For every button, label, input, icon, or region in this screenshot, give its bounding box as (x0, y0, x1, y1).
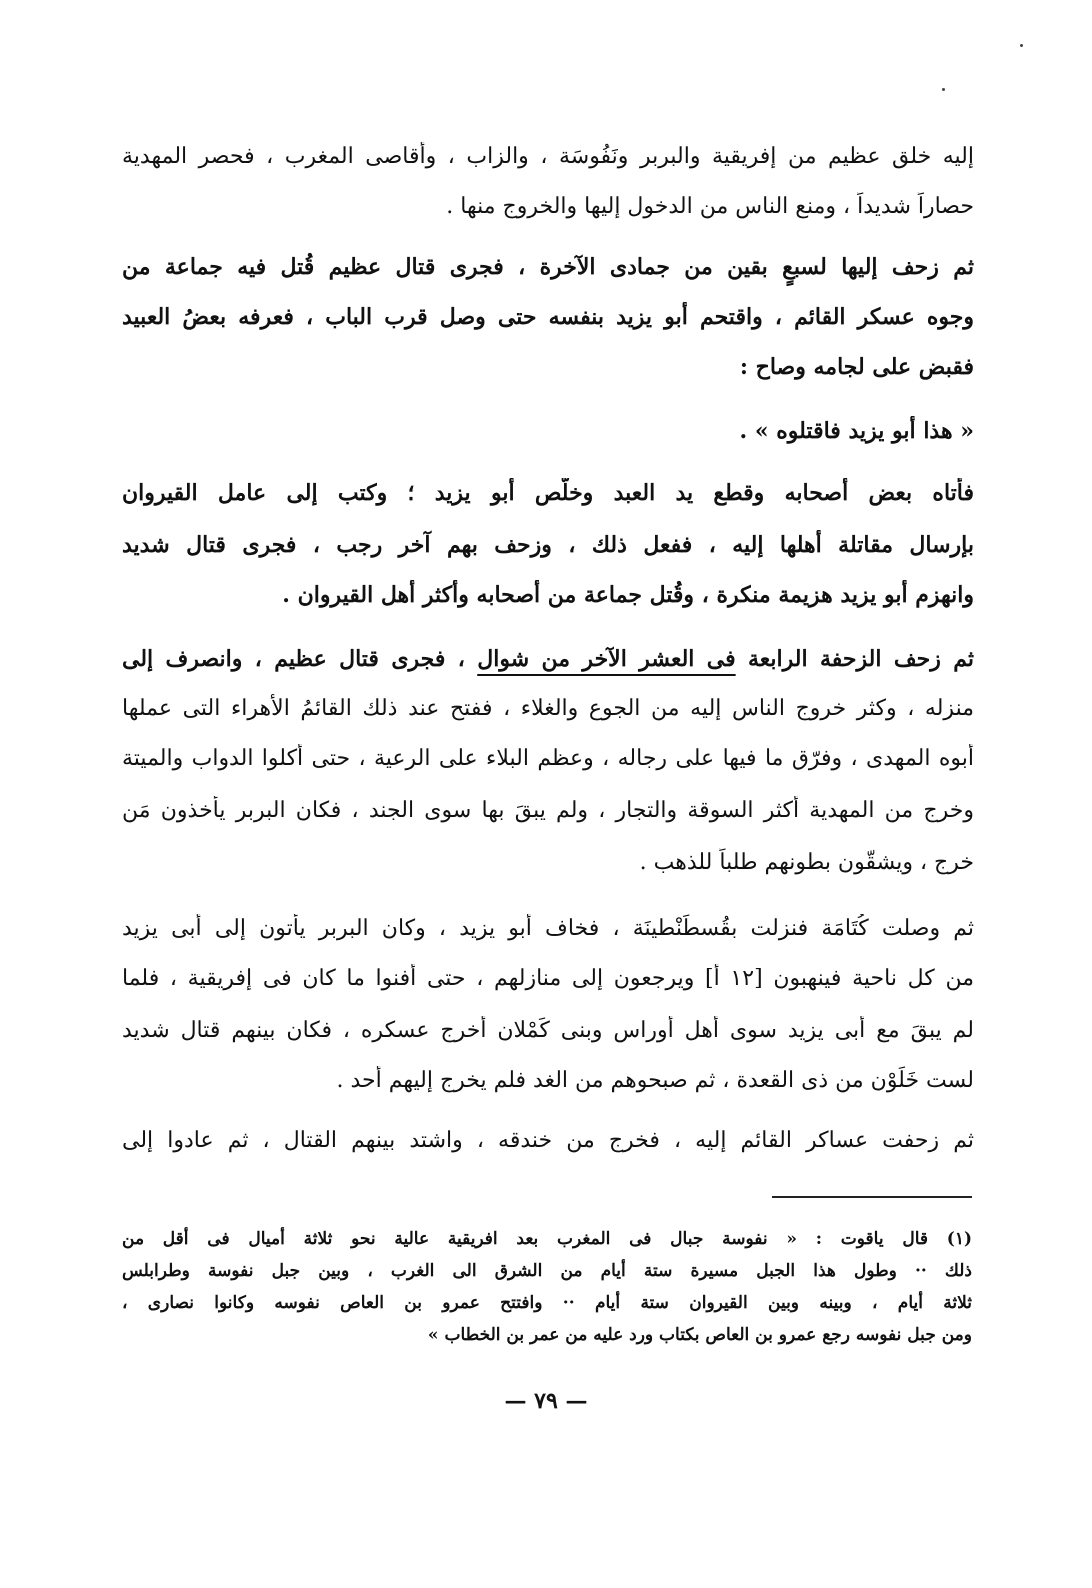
body-line-4: وجوه عسكر القائم ، واقتحم أبو يزيد بنفسه حتى وصل قرب الباب ، فعرفه بعضُ العبيد (122, 304, 974, 330)
body-line-1: إليه خلق عظيم من إفريقية والبربر ونَفُوسَة ، والزاب ، وأقاصى المغرب ، فحصر المهدية (122, 144, 974, 169)
body-line-15: ثم وصلت كُتَامَة فنزلت بقُسطَنْطينَة ، فخاف أبو يزيد ، وكان البربر يأتون إلى أبى يزيد (122, 916, 974, 941)
body-line-13: وخرج من المهدية أكثر السوقة والتجار ، ولم يبقَ بها سوى الجند ، فكان البربر يأخذون مَن (122, 798, 974, 823)
footnote-separator (772, 1196, 972, 1198)
body-line-5: فقبض على لجامه وصاح : (739, 354, 974, 380)
underlined-phrase: فى العشر الآخر من شوال (477, 646, 736, 672)
footnote-line-2: ذلك ·· وطول هذا الجبل مسيرة ستة أيام من الشرق الى الغرب ، وبين جبل نفوسة وطرابلس (122, 1261, 972, 1281)
body-line-12: أبوه المهدى ، وفرّق ما فيها على رجاله ، وعظم البلاء على الرعية ، حتى أكلوا الدواب والميتة (122, 746, 974, 771)
body-line-7: فأتاه بعض أصحابه وقطع يد العبد وخلّص أبو يزيد ؛ وكتب إلى عامل القيروان (122, 480, 974, 506)
body-line-18: لست خَلَوْن من ذى القعدة ، ثم صبحوهم من الغد فلم يخرج إليهم أحد . (336, 1068, 974, 1093)
line-segment: ثم زحف الزحفة الرابعة (735, 646, 974, 672)
body-line-2: حصاراً شديداً ، ومنع الناس من الدخول إليها والخروج منها . (446, 194, 974, 219)
line-segment: ، فجرى قتال عظيم ، وانصرف إلى (122, 646, 478, 672)
footnote-line-1: (١) قال ياقوت : « نفوسة جبال فى المغرب بعد افريقية عالية نحو ثلاثة أميال فى أقل من (122, 1229, 972, 1249)
scan-speck (942, 88, 945, 91)
scan-speck (1020, 44, 1023, 47)
body-line-16: من كل ناحية فينهبون [١٢ أ] ويرجعون إلى منازلهم ، حتى أفنوا ما كان فى إفريقية ، فلما (122, 966, 974, 991)
body-line-11: منزله ، وكثر خروج الناس إليه من الجوع والغلاء ، ففتح عند ذلك القائمُ الأهراء التى عملها (122, 696, 974, 721)
quoted-line: « هذا أبو يزيد فاقتلوه » . (739, 418, 974, 444)
body-line-8: بإرسال مقاتلة أهلها إليه ، ففعل ذلك ، وزحف بهم آخر رجب ، فجرى قتال شديد (122, 532, 974, 558)
body-line-3: ثم زحف إليها لسبعٍ بقين من جمادى الآخرة ، فجرى قتال عظيم قُتل فيه جماعة من (122, 254, 974, 280)
footnote-line-3: ثلاثة أيام ، وبينه وبين القيروان ستة أيام ·· وافتتح عمرو بن العاص نفوسه وكانوا نصارى ، (122, 1293, 972, 1313)
body-line-10 (122, 644, 974, 678)
body-line-9: وانهزم أبو يزيد هزيمة منكرة ، وقُتل جماعة من أصحابه وأكثر أهل القيروان . (282, 582, 974, 608)
footnote-line-4: ومن جبل نفوسه رجع عمرو بن العاص بكتاب ورد عليه من عمر بن الخطاب » (427, 1325, 972, 1345)
page-number: — ٧٩ — (504, 1388, 588, 1414)
body-line-17: لم يبقَ مع أبى يزيد سوى أهل أوراس وبنى كَمْلان أخرج عسكره ، فكان بينهم قتال شديد (122, 1018, 974, 1043)
body-line-19: ثم زحفت عساكر القائم إليه ، فخرج من خندقه ، واشتد بينهم القتال ، ثم عادوا إلى (122, 1128, 974, 1153)
body-line-14: خرج ، ويشقّون بطونهم طلباً للذهب . (639, 850, 974, 875)
